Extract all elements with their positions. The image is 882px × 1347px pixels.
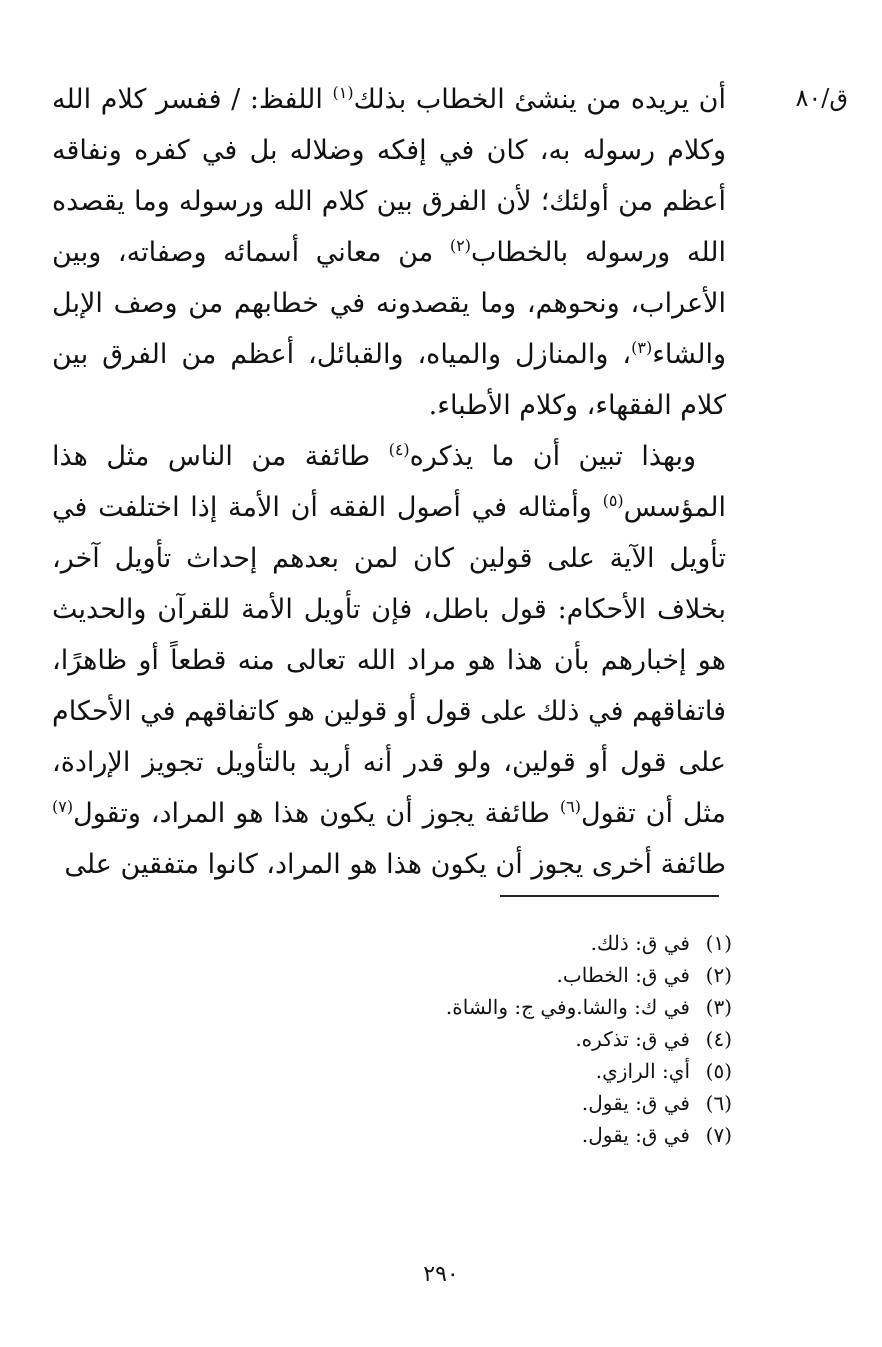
footnote-number: (٦) <box>705 1091 732 1115</box>
footnote-marker[interactable]: (٧) <box>52 797 74 816</box>
footnote-item <box>372 1087 732 1119</box>
footnote-marker[interactable]: (١) <box>332 83 354 102</box>
footnote-text: في ق: يقول. <box>581 1123 690 1147</box>
footnote-marker[interactable]: (٦) <box>559 797 581 816</box>
footnotes-list <box>372 927 732 1151</box>
text-run: من معاني أسمائه وصفاته، وبين الأعراب، ونحوهم، وما يقصدونه في خطابهم من وصف الإبل والشاء <box>52 237 726 370</box>
footnote-item <box>372 991 732 1023</box>
paragraph <box>52 431 726 890</box>
text-run: طائفة أخرى يجوز أن يكون هذا هو المراد، كانوا متفقين على <box>64 849 726 880</box>
footnote-marker[interactable]: (٤) <box>388 440 410 459</box>
footnote-item <box>372 927 732 959</box>
footnote-number: (٥) <box>705 1059 732 1083</box>
footnote-marker[interactable]: (٢) <box>449 236 471 255</box>
footnote-item <box>372 959 732 991</box>
paragraph <box>52 74 726 431</box>
page-number: ٢٩٠ <box>423 1262 459 1287</box>
manuscript-folio-marker: ق/٨٠ <box>795 84 848 112</box>
text-run: اللفظ: / ففسر كلام الله وكلام رسوله به، كان في إفكه وضلاله بل في كفره ونفاقه أعظم من أولئك؛ لأن الفرق بين كلام الله ورسوله وما يقصده الله ورسوله بالخطاب <box>52 84 726 268</box>
footnote-number: (٤) <box>705 1027 732 1051</box>
footnote-text: أي: الرازي. <box>595 1059 690 1083</box>
footnote-text: في ق: الخطاب. <box>556 963 690 987</box>
footnote-text: في ك: والشا.وفي ج: والشاة. <box>445 995 690 1019</box>
text-run: ، والمنازل والمياه، والقبائل، أعظم من الفرق بين كلام الفقهاء، وكلام الأطباء. <box>52 339 726 421</box>
footnote-text: في ق: يقول. <box>581 1091 690 1115</box>
footnote-number: (٣) <box>705 995 732 1019</box>
text-run: طائفة يجوز أن يكون هذا هو المراد، وتقول <box>73 798 560 829</box>
footnote-text: في ق: ذلك. <box>590 931 690 955</box>
footnote-text: في ق: تذكره. <box>575 1027 690 1051</box>
text-run: طائفة من الناس مثل هذا المؤسس <box>52 441 726 523</box>
footnote-item <box>372 1055 732 1087</box>
footnote-divider <box>500 895 719 897</box>
main-text <box>52 74 726 890</box>
footnote-marker[interactable]: (٣) <box>631 338 653 357</box>
text-run: وأمثاله في أصول الفقه أن الأمة إذا اختلفت في تأويل الآية على قولين كان لمن بعدهم إحداث تأويل آخر، بخلاف الأحكام: قول باطل، فإن تأويل الأمة للقرآن والحديث هو إخبارهم بأن هذا هو مراد الله تعالى منه قطعاً أو ظاهرًا، فاتفاقهم في ذلك على قول أو قولين هو كاتفاقهم في الأحكام على قول أو قولين، ولو قدر أنه أريد بالتأويل تجويز الإرادة، مثل أن تقول <box>52 492 726 829</box>
footnote-number: (١) <box>705 931 732 955</box>
text-run: وبهذا تبين أن ما يذكره <box>409 441 697 472</box>
footnote-number: (٧) <box>705 1123 732 1147</box>
text-run: أن يريده من ينشئ الخطاب بذلك <box>353 84 726 115</box>
footnote-marker[interactable]: (٥) <box>602 491 624 510</box>
footnote-number: (٢) <box>705 963 732 987</box>
footnote-item <box>372 1023 732 1055</box>
footnote-item <box>372 1119 732 1151</box>
